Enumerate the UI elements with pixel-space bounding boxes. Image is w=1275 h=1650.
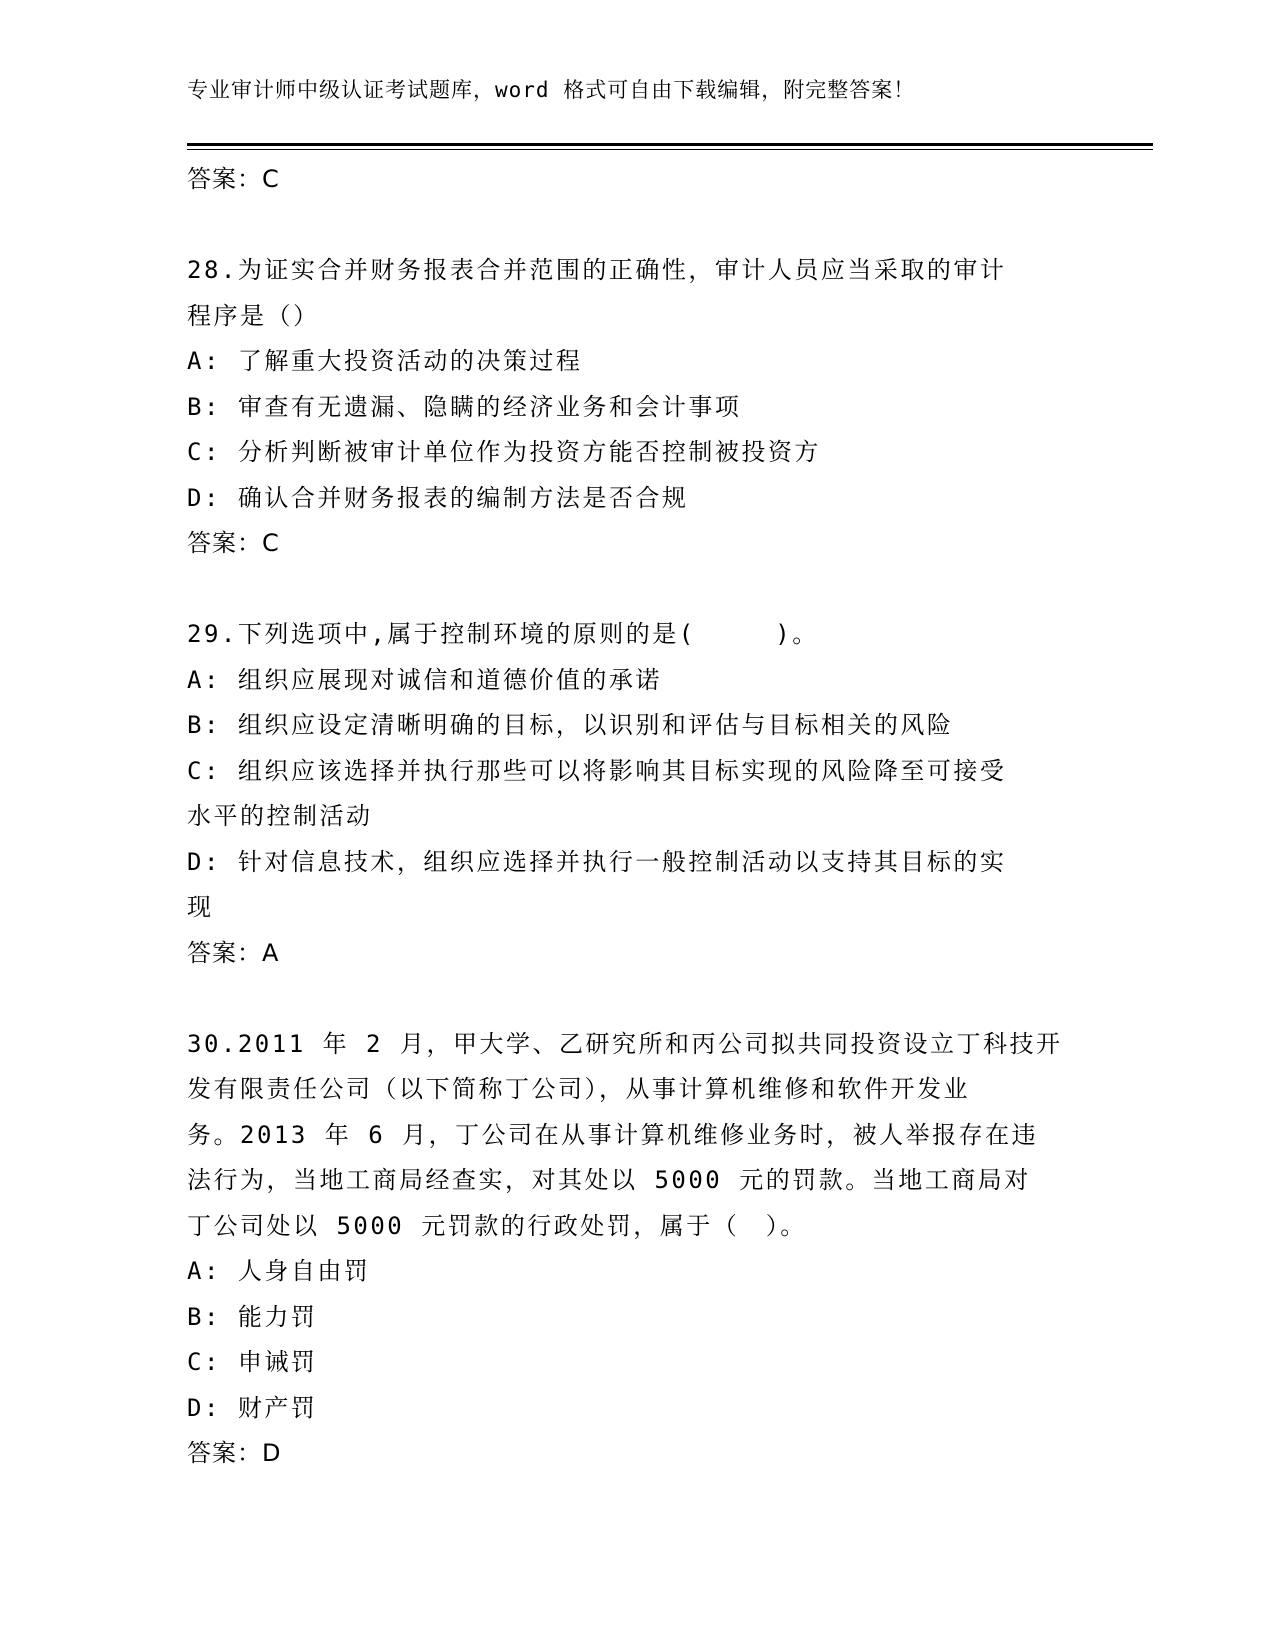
previous-answer: 答案：C — [187, 165, 280, 193]
answer-line: 答案：D — [187, 1439, 282, 1467]
option-b: B: 审查有无遗漏、隐瞒的经济业务和会计事项 — [187, 392, 742, 421]
option-a: A: 组织应展现对诚信和道德价值的承诺 — [187, 665, 662, 694]
option-b: B: 组织应设定清晰明确的目标，以识别和评估与目标相关的风险 — [187, 711, 954, 739]
option-d-continued: 现 — [187, 893, 214, 921]
header-rule-thick — [187, 143, 1153, 146]
option-d: D: 财产罚 — [187, 1393, 318, 1422]
option-d: D: 确认合并财务报表的编制方法是否合规 — [187, 483, 689, 512]
option-a: A: 了解重大投资活动的决策过程 — [187, 347, 583, 375]
spacer — [187, 567, 1087, 613]
answer-line: 答案：A — [187, 938, 280, 967]
spacer — [187, 976, 1087, 1022]
question-stem-line: 29.下列选项中,属于控制环境的原则的是( )。 — [187, 620, 819, 648]
question-stem-line: 务。2013 年 6 月，丁公司在从事计算机维修业务时，被人举报存在违 — [187, 1120, 1039, 1149]
header-rule-thin — [187, 149, 1153, 150]
option-c: C: 组织应该选择并执行那些可以将影响其目标实现的风险降至可接受 — [187, 756, 1007, 785]
option-b: B: 能力罚 — [187, 1302, 318, 1331]
question-stem-line: 30.2011 年 2 月，甲大学、乙研究所和丙公司拟共同投资设立丁科技开 — [187, 1029, 1063, 1058]
option-c: C: 申诫罚 — [187, 1348, 318, 1376]
question-stem-line: 程序是（） — [187, 301, 320, 330]
question-29 — [187, 612, 1087, 976]
question-stem-line: 法行为，当地工商局经查实，对其处以 5000 元的罚款。当地工商局对 — [187, 1166, 1031, 1194]
question-28 — [187, 248, 1087, 567]
question-stem-line: 28.为证实合并财务报表合并范围的正确性，审计人员应当采取的审计 — [187, 256, 1007, 284]
document-body — [187, 157, 1087, 1477]
spacer — [187, 203, 1087, 249]
question-30 — [187, 1022, 1087, 1477]
option-a: A: 人身自由罚 — [187, 1257, 371, 1285]
option-c-continued: 水平的控制活动 — [187, 802, 373, 830]
option-c: C: 分析判断被审计单位作为投资方能否控制被投资方 — [187, 438, 821, 466]
answer-line: 答案：C — [187, 529, 280, 557]
page-header: 专业审计师中级认证考试题库，word 格式可自由下载编辑，附完整答案！ — [187, 78, 916, 102]
option-d: D: 针对信息技术，组织应选择并执行一般控制活动以支持其目标的实 — [187, 847, 1007, 876]
question-stem-line: 丁公司处以 5000 元罚款的行政处罚，属于（ ）。 — [187, 1211, 807, 1240]
question-stem-line: 发有限责任公司（以下简称丁公司），从事计算机维修和软件开发业 — [187, 1075, 970, 1103]
